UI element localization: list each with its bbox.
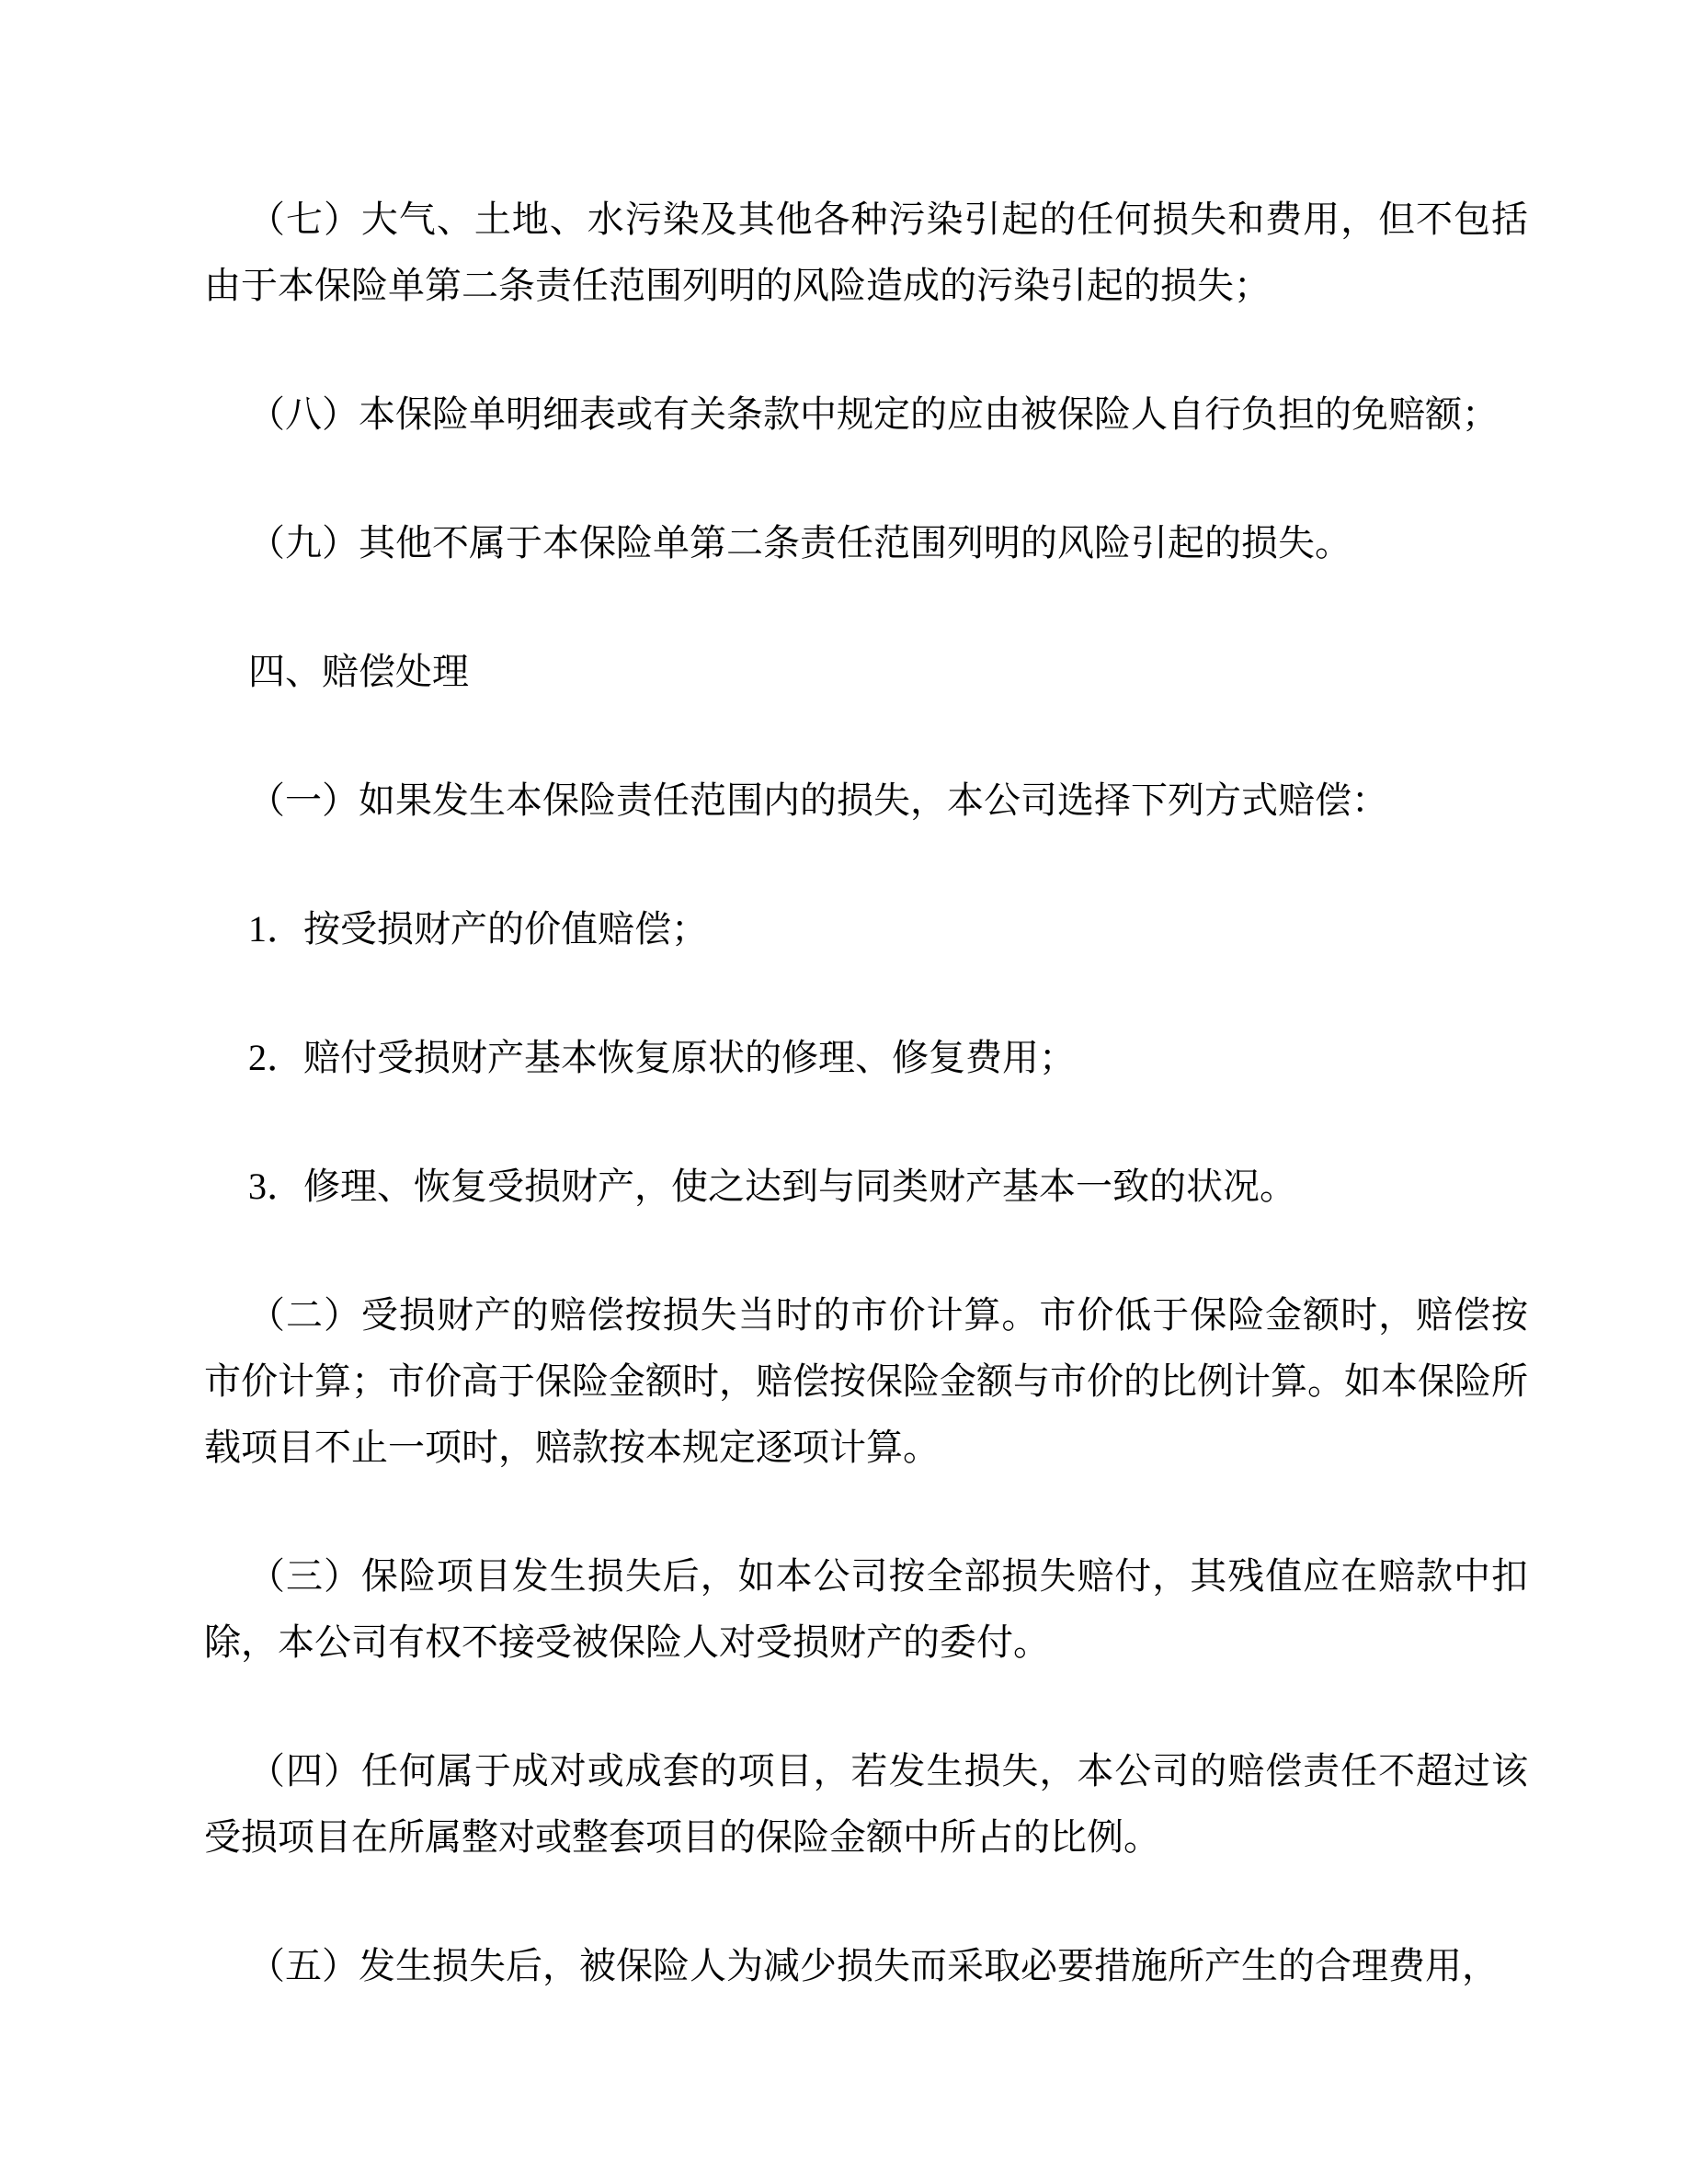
clause-item-2: 2．赔付受损财产基本恢复原状的修理、修复费用； xyxy=(248,1037,1076,1078)
clause-paragraph-8: （八）本保险单明细表或有关条款中规定的应由被保险人自行负担的免赔额； xyxy=(248,393,1499,435)
clause-paragraph-1: （一）如果发生本保险责任范围内的损失，本公司选择下列方式赔偿： xyxy=(248,779,1388,821)
clause-paragraph-5: （五）发生损失后，被保险人为减少损失而采取必要措施所产生的合理费用， xyxy=(248,1945,1499,1986)
clause-paragraph-4: （四）任何属于成对或成套的项目，若发生损失，本公司的赔偿责任不超过该受损项目在所属整对或整套项目的保险金额中所占的比例。 xyxy=(204,1750,1528,1858)
clause-paragraph-3: （三）保险项目发生损失后，如本公司按全部损失赔付，其残值应在赔款中扣除，本公司有权不接受被保险人对受损财产的委付。 xyxy=(204,1555,1528,1663)
section-heading: 四、赔偿处理 xyxy=(248,651,469,692)
clause-paragraph-9: （九）其他不属于本保险单第二条责任范围列明的风险引起的损失。 xyxy=(248,522,1352,563)
clause-item-3: 3．修理、恢复受损财产，使之达到与同类财产基本一致的状况。 xyxy=(248,1166,1296,1207)
clause-paragraph-2: （二）受损财产的赔偿按损失当时的市价计算。市价低于保险金额时，赔偿按市价计算；市价高于保险金额时，赔偿按保险金额与市价的比例计算。如本保险所载项目不止一项时，赔款按本规定逐项计算。 xyxy=(204,1294,1528,1468)
document-body xyxy=(204,187,1528,1999)
clause-item-1: 1．按受损财产的价值赔偿； xyxy=(248,908,708,950)
clause-paragraph-7: （七）大气、土地、水污染及其他各种污染引起的任何损失和费用，但不包括由于本保险单第二条责任范围列明的风险造成的污染引起的损失； xyxy=(204,199,1528,306)
